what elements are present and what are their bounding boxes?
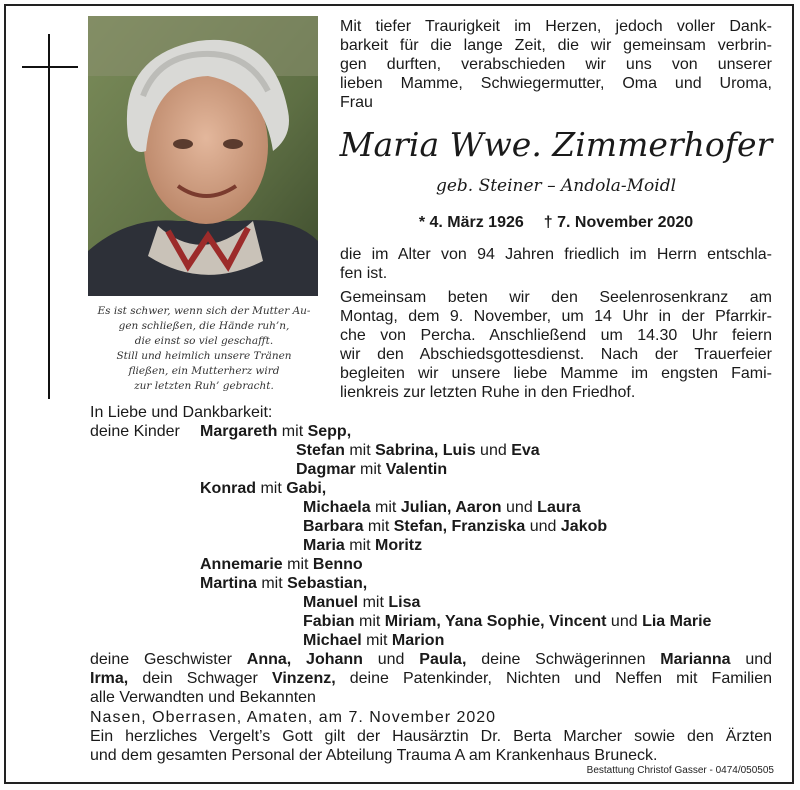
family-row: Annemarie mit Benno	[200, 556, 363, 573]
poem-line: fließen, ein Mutterherz wird	[128, 365, 280, 377]
rosary-paragraph	[340, 288, 772, 402]
cross-icon-bar	[22, 66, 78, 68]
life-dates	[336, 213, 776, 233]
poem-line: gen schließen, die Hände ruh’n,	[118, 320, 290, 332]
kids-prefix: deine Kinder	[90, 423, 180, 440]
text-line: die im Alter von 94 Jahren friedlich im Herrn entschla-	[340, 246, 772, 263]
intro-paragraph	[340, 17, 772, 112]
text-line: Montag, dem 9. November, um 14 Uhr in der Pfarrkir-	[340, 308, 772, 325]
poem-line: Still und heimlich unsere Tränen	[116, 350, 292, 362]
text-line: fen ist.	[340, 265, 388, 282]
text-line: Frau	[340, 94, 373, 111]
family-row: Dagmar mit Valentin	[296, 461, 448, 478]
cross-icon	[48, 34, 50, 399]
birth-date: * 4. März 1926	[418, 214, 524, 231]
family-row: Michaela mit Julian, Aaron und Laura	[303, 499, 581, 516]
maiden-name: geb. Steiner – Andola-Moidl	[435, 176, 677, 196]
family-intro: In Liebe und Dankbarkeit:	[90, 404, 273, 421]
text-line: che von Percha. Anschließend um 14.30 Uhr feiern	[340, 327, 772, 344]
text-line: lieben Mamme, Schwiegermutter, Oma und Uroma,	[340, 75, 772, 92]
text-line: und dem gesamten Personal der Abteilung Trauma A am Krankenhaus Bruneck.	[90, 747, 658, 764]
text-line: wir den Abschiedsgottesdienst. Nach der Trauerfeier	[340, 346, 772, 363]
place-date: Nasen, Oberrasen, Amaten, am 7. November 2020	[90, 709, 497, 726]
text-line: Mit tiefer Traurigkeit im Herzen, jedoch voller Dank-	[340, 18, 772, 35]
text-line: Irma, dein Schwager Vinzenz, deine Patenkinder, Nichten und Neffen mit Familien	[90, 670, 772, 687]
deceased-name: Maria Wwe. Zimmerhofer	[339, 125, 773, 164]
poem-line: zur letzten Ruh’ gebracht.	[134, 380, 274, 392]
family-row: Martina mit Sebastian,	[200, 575, 368, 592]
text-line: lienkreis zur letzten Ruhe in den Friedhof.	[340, 384, 636, 401]
poem-line: die einst so viel geschafft.	[134, 335, 274, 347]
family-row: Barbara mit Stefan, Franziska und Jakob	[303, 518, 608, 535]
text-line: Ein herzliches Vergelt’s Gott gilt der Hausärztin Dr. Berta Marcher sowie den Ärzten	[90, 728, 772, 745]
thanks-paragraph	[90, 727, 772, 765]
family-row: Margareth mit Sepp,	[200, 423, 352, 440]
family-row: Fabian mit Miriam, Yana Sophie, Vincent und Lia Marie	[303, 613, 712, 630]
poem-line: Es ist schwer, wenn sich der Mutter Au-	[97, 305, 311, 317]
family-row: Konrad mit Gabi,	[200, 480, 327, 497]
passing-paragraph	[340, 245, 772, 283]
text-line: barkeit für die lange Zeit, die wir gemeinsam verbrin-	[340, 37, 772, 54]
family-row: Manuel mit Lisa	[303, 594, 421, 611]
memorial-poem	[86, 304, 322, 394]
family-row: Michael mit Marion	[303, 632, 445, 649]
family-row: Maria mit Moritz	[303, 537, 423, 554]
text-line: Gemeinsam beten wir den Seelenrosenkranz am	[340, 289, 772, 306]
death-date: † 7. November 2020	[543, 214, 694, 231]
text-line: begleiten wir unsere liebe Mamme im engsten Fami-	[340, 365, 772, 382]
text-line: gen durften, verabschieden wir uns von unserer	[340, 56, 772, 73]
text-line: alle Verwandten und Bekannten	[90, 689, 316, 706]
portrait-photo	[88, 16, 318, 296]
family-row: Stefan mit Sabrina, Luis und Eva	[296, 442, 540, 459]
text-line: deine Geschwister Anna, Johann und Paula, deine Schwägerinnen Marianna und	[90, 651, 773, 668]
undertaker-credit: Bestattung Christof Gasser - 0474/050505	[586, 765, 774, 776]
siblings-paragraph	[90, 650, 772, 707]
